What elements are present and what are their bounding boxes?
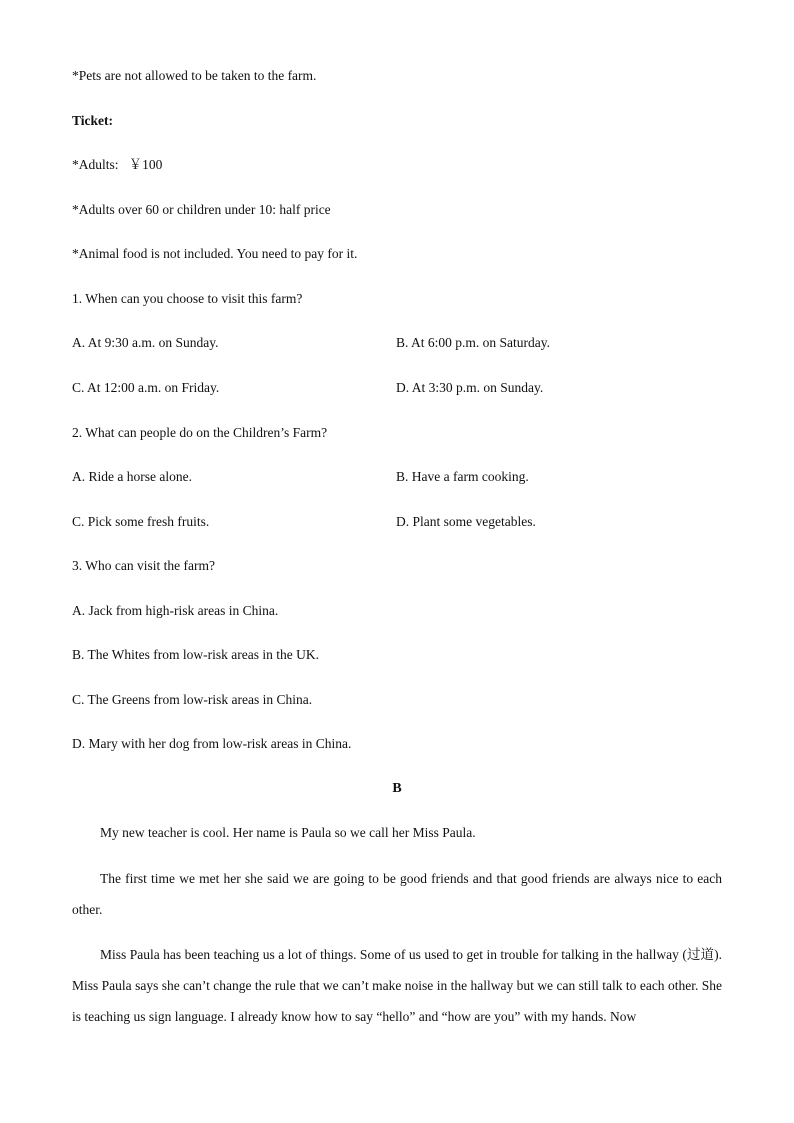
pets-rule: *Pets are not allowed to be taken to the farm. [72,68,317,83]
question-2-option-b: B. Have a farm cooking. [396,469,529,484]
question-1-stem: 1. When can you choose to visit this farm? [72,291,303,306]
question-1-option-b: B. At 6:00 p.m. on Saturday. [396,335,550,350]
question-3-option-c: C. The Greens from low-risk areas in China. [72,692,313,707]
question-2-option-c: C. Pick some fresh fruits. [72,514,210,529]
question-3-stem: 3. Who can visit the farm? [72,558,215,573]
paragraph-1: My new teacher is cool. Her name is Paula so we call her Miss Paula. [100,825,476,840]
section-b-heading: B [392,781,402,796]
question-2-option-a: A. Ride a horse alone. [72,469,192,484]
question-2-stem: 2. What can people do on the Children’s Farm? [72,425,328,440]
ticket-heading: Ticket: [72,113,113,128]
question-3-option-b: B. The Whites from low-risk areas in the UK. [72,647,319,662]
question-1-option-c: C. At 12:00 a.m. on Friday. [72,380,220,395]
animal-food-rule: *Animal food is not included. You need to pay for it. [72,246,358,261]
question-3-option-a: A. Jack from high-risk areas in China. [72,603,279,618]
question-1-option-a: A. At 9:30 a.m. on Sunday. [72,335,219,350]
adults-price: *Adults: ￥100 [72,157,163,172]
paragraph-2: The first time we met her she said we are going to be good friends and that good friends are always nice to each other. [72,871,722,917]
paragraph-3: Miss Paula has been teaching us a lot of things. Some of us used to get in trouble for talking in the hallway (过道). Miss Paula says she can’t change the rule that we can’t make noise in the hallway but we can still talk to each other. She is teaching us sign language. I already know how to say “hello” and “how are you” with my hands. Now [72,947,722,1024]
question-2-option-d: D. Plant some vegetables. [396,514,536,529]
question-3-option-d: D. Mary with her dog from low-risk areas in China. [72,736,352,751]
question-1-option-d: D. At 3:30 p.m. on Sunday. [396,380,544,395]
discount-rule: *Adults over 60 or children under 10: half price [72,202,331,217]
